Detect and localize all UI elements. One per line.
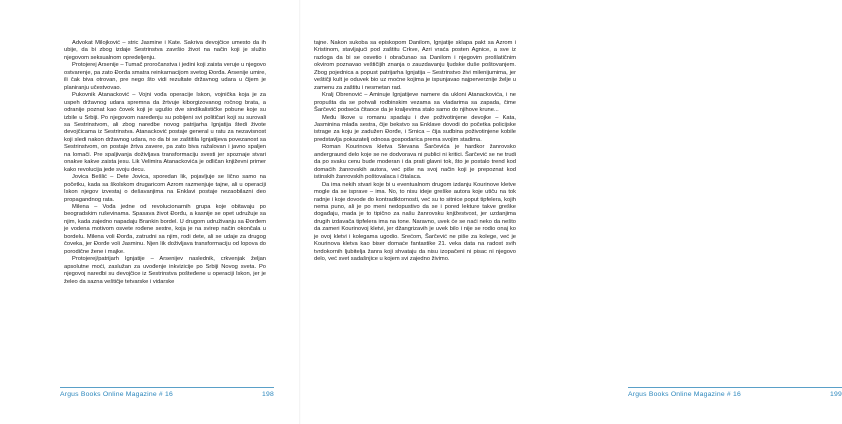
magazine-footer-label: Argus Books Online Magazine # 16 xyxy=(60,391,173,398)
paragraph: Milena – Vođa jedne od revolucionarnih grupa koje obitavaju po beogradskim ruševinama. Spasava život Đorđu, a kasnije se opet udružuje sa njim, kada zajedno napadaju Brankin bordel. U drugom udruživanju sa Đorđem je vodena motivom osvete rođene sestre, koja je na svirep način okončala u bordelu. Milena voli Đorđa, zatrudni sa njim, rodi dete, ali se udaje za drugog čoveka, jer Đorđe voli Jasminu. Njen lik doživljava transformaciju od lopova do porodične žene i majke. xyxy=(64,203,266,255)
paragraph: Pukovnik Atanacković – Vojni vođa operacije Iskon, vojnička koja je za uspeh državnog udara spremna da žrtvuje kiborgizovanog ročnog brata, a odranije poznat kao čovek koji je ugušio dve sindikalističke pobune koje su izbile u Srbiji. Po njegovom naređenju su pobijeni svi političari koji su surovali sa Sestrinstvom, ali zbog naredbe novog patrijarha Ignjatija štedi živote devojčicama iz Sestrinstva. Atanacković postaje general u ratu za nezavisnost koji sledi nakon državnog udara, no da bi se zaštitila Ignjatijeva povezanost sa Sestrinstvom, on postaje žrtva zavere, pa zato biva ražalovan i javno spaljen na lomači. Pre spaljivanja doživljava transformaciju svesti jer spoznaje stvari onakve kakve zaista jesu. Lik Velimira Atanackovića je odličan književni primer kako revolucija jede svoju decu. xyxy=(64,92,266,173)
left-footer xyxy=(60,387,274,398)
left-page xyxy=(0,0,300,424)
paragraph: Jovica Bešlić – Dete Jovica, sporedan lik, pojavljuje se lično samo na početku, kada sa školskom drugaricom Azrom razmenjuje tajne, ali u operaciji Iskon njegov izvestaj o dešavanjima na Enklavi postaje nezaobilazni deo propagandnog rata. xyxy=(64,174,266,203)
paragraph: tajne. Nakon sukoba sa episkopom Danilom, Ignjatije sklapa pakt sa Azrom i Kristinom, stavljajući pod zaštitu Crkve, Azri vraća posten Agnice, a sve iz razloga da bi se osvetio i obračunao sa Danilom i njegovim prošlatičnim okvirom poznavao veštičijih znanja o zauzdavanju ljudske duše poštovanjem. Zbog pojednica a popust patrijarha Ignjatija – Sestrinstvo živi milenijumima, jer veštičji kult je oduvek bio uz moćne kojima je ispunjavao najperverznije želje u zamenu za zaštitu i nesmetan rad. xyxy=(314,40,516,91)
page-number: 198 xyxy=(262,391,274,398)
paragraph: Kralj Obrenović – Aminuje Ignjatijeve namere da ukloni Atanackovića, i ne propušta da se pohvali rodbinskim vezama sa vladarima sa zapada, čime Šarčević podseća čitaoce da je kraljevima stalo samo do njihove krune... xyxy=(314,92,516,114)
right-footer xyxy=(628,387,842,398)
paragraph: Među likove u romanu spadaju i dve poživotinjene devojke – Kata, Jasminina mlađa sestra, čije bekstvo sa Enklave dovodi do početka policijske istrage za koju je zadužen Đorđe, i Srnica – čija sudbina poživotinjene kobile predstavlja pokazatelj odnosa gospodarica prema svojim stadima. xyxy=(314,114,516,143)
right-text-column xyxy=(314,40,516,264)
paragraph: Roman Kourinova kletva Stevana Šarčevića je hardkor žanrovsko andergraund delo koje se ne dodvorava ni publici ni kritici. Šarčević se ne trudi da po svaku cenu bude moderan i da prati glavni tok, što je postalo trend kod domaćih žanrovskih autora, već piše na svoj način koji je prepoznat kod istinskih žanrovskih poštovalaca i čitalaca. xyxy=(314,144,516,181)
paragraph: Protojerej Arsenije – Tumač proročanstva i jedini koji zaista veruje u njegovo ostvarenje, pa zato Đorđa smatra reinkarnacijom svetog Đorđa. Arsenije umire, ili čak biva otrovan, pre nego što vidi rezultate državnog udara u čijem je planiranju učestvovao. xyxy=(64,62,266,91)
page-number: 199 xyxy=(830,391,842,398)
paragraph: Protojerej/patrijarh Ignjatije – Arsenijev naslednik, crkvenjak željan apsolutne moći, zaslužan za uvođenje inkvizicije po Srbiji Novog sveta. Po njegovoj naredbi su devojčice iz Sestrinstva pošteđene u operaciji Iskon, jer je želeo da sazna veštičje tetvarske i vidarske xyxy=(64,256,266,285)
left-text-column xyxy=(64,40,266,286)
paragraph: Da ima nekih stvari koje bi u eventualnom drugom izdanju Kourinove kletve mogle da se isprave – ima. No, to nisu ideje greške autora koje utiču na tok radnje i koje dovode do kontradiktornosti, već su to sitnice poput tipfelera, kojih nema puno, ali je po meni nedopustivo da se i pored lekture takve greške događaju, mada je to tipično za našu žanrovsku knjižestvost, jer uzdanjima drugih izdavača tipfelera ima na tone. Naravno, uvek će se naći neko da nešto da zameri Kourinovoj kletvi, jer džangrizavih je uvek bilo i nije se rodio onaj ko je ovoj kletvi i kolegama ugodio. Srećom, Šarčević ne piše za kolege, već je Kourinova kletva kao biser domaće fantastike 21. veka data na radost svih tvrdokornih ljubitelja žanra koji shvataju da nisu izopačeni ni pisac ni njegovo delo, već svet sadašnjice u kojem svi zajedno živimo. xyxy=(314,181,516,263)
paragraph: Advokat Milojković – stric Jasmine i Kate. Sakriva devojčice umesto da ih ubije, da bi zbog izdaje Sestrinstva završio život na način koji je služio njegovom seksualnom opredeljenju. xyxy=(64,40,266,61)
right-page xyxy=(300,0,842,424)
magazine-footer-label: Argus Books Online Magazine # 16 xyxy=(628,391,741,398)
